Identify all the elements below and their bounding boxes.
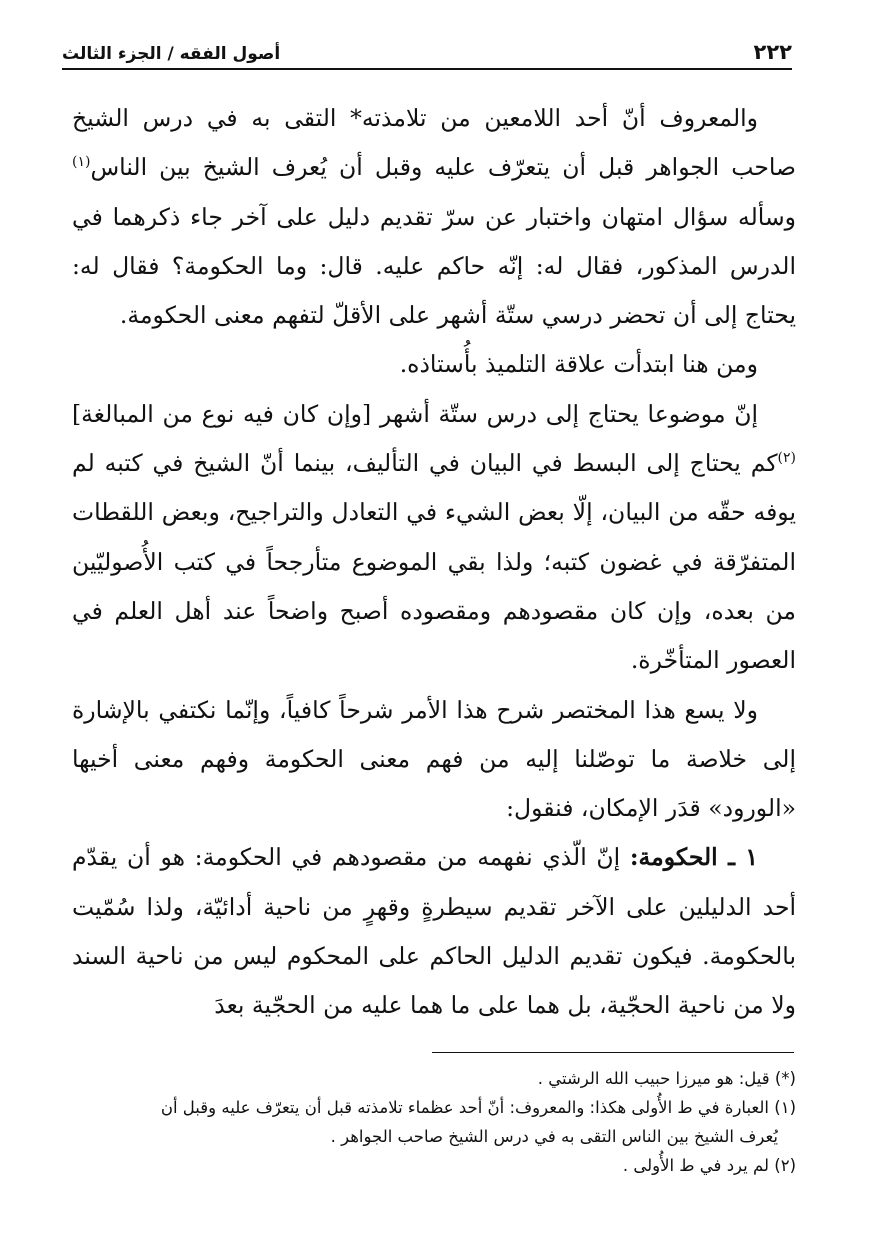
paragraph-1	[72, 94, 796, 340]
main-text	[72, 94, 796, 1031]
page-number: ٢٢٢	[753, 40, 792, 64]
paragraph-3	[72, 390, 796, 686]
footnote-1-continuation: يُعرف الشيخ بين الناس التقى به في درس الشيخ صاحب الجواهر .	[330, 1127, 778, 1146]
page-header	[62, 36, 792, 70]
paragraph-1-text: والمعروف أنّ أحد اللامعين من تلامذته* التقى به في درس الشيخ صاحب الجواهر قبل أن يتعرّف عليه وقبل أن يُعرف الشيخ بين الناس	[72, 104, 796, 182]
footnote-ref-1: (١)	[72, 154, 91, 171]
paragraph-5-text: إنّ الّذي نفهمه من مقصودهم في الحكومة: هو أن يقدّم أحد الدليلين على الآخر تقديم سيطرةٍ وقهرٍ من ناحية أدائيّة، ولذا سُمّيت بالحكومة. فيكون تقديم الدليل الحاكم على المحكوم ليس من ناحية السند ولا من ناحية الحجّية، بل هما على ما هما عليه من الحجّية بعدَ	[72, 843, 796, 1020]
footnotes	[72, 1064, 796, 1180]
footnote-ref-2: (٢)	[777, 450, 796, 467]
footnote-1: (١) العبارة في ط الأُولى هكذا: والمعروف: أنّ أحد عظماء تلامذته قبل أن يتعرّف عليه وقبل أن	[160, 1098, 796, 1117]
paragraph-5	[72, 833, 796, 1030]
paragraph-3-continuation: كم يحتاج إلى البسط في البيان في التأليف، بينما أنّ الشيخ في كتبه لم يوفه حقّه من البيان، إلّا بعض الشيء في التعادل والتراجيح، وبعض اللقطات المتفرّقة في غضون كتبه؛ ولذا بقي الموضوع متأرجحاً في كتب الأُصوليّين من بعده، وإن كان مقصودهم ومقصوده أصبح واضحاً عند أهل العلم في العصور المتأخّرة.	[72, 449, 796, 675]
paragraph-3-text: إنّ موضوعا يحتاج إلى درس ستّة أشهر [وإن كان فيه نوع من المبالغة]	[72, 399, 758, 428]
footnote-separator	[432, 1052, 794, 1053]
paragraph-1-continuation: وسأله سؤال امتهان واختبار عن سرّ تقديم دليل على آخر جاء ذكرهما في الدرس المذكور، فقال له: إنّه حاكم عليه. قال: وما الحكومة؟ فقال له: يحتاج إلى أن تحضر درسي ستّة أشهر على الأقلّ لتفهم معنى الحكومة.	[72, 202, 796, 330]
paragraph-2: ومن هنا ابتدأت علاقة التلميذ بأُستاذه.	[399, 350, 758, 379]
section-heading: ١ ـ الحكومة:	[629, 843, 758, 872]
paragraph-4: ولا يسع هذا المختصر شرح هذا الأمر شرحاً كافياً، وإنّما نكتفي بالإشارة إلى خلاصة ما توصّلنا إليه من فهم معنى الحكومة وفهم معنى أخيها «الورود» قدَر الإمكان، فنقول:	[72, 695, 796, 823]
running-title: أصول الفقه / الجزء الثالث	[62, 44, 281, 64]
footnote-2: (٢) لم يرد في ط الأُولى .	[622, 1156, 796, 1175]
footnote-star: (*) قيل: هو ميرزا حبيب الله الرشتي .	[537, 1069, 796, 1088]
